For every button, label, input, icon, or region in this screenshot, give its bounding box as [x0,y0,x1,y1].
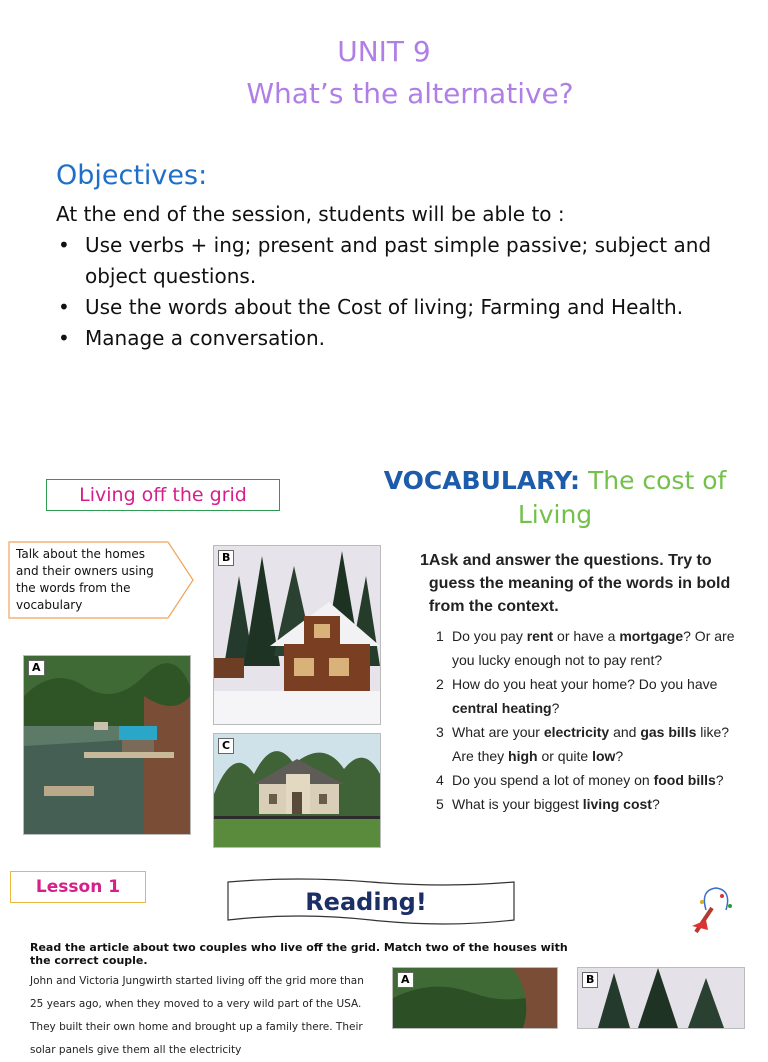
vocabulary-word: low [592,748,616,764]
vocabulary-word: food bills [653,772,716,788]
lesson-label: Lesson 1 [10,871,146,903]
question-number: 1 [436,628,444,644]
article-photo-label-a: A [397,972,414,988]
vocabulary-word: central heating [452,700,552,716]
bullet-icon: • [58,326,70,350]
mansion-image [214,734,380,847]
exercise-question [436,720,750,768]
photo-c-mansion [213,733,381,848]
vocabulary-word: rent [526,628,554,644]
exercise-instruction: 1 Ask and answer the questions. Try to guess the meaning of the words in bold from the context. [420,552,731,615]
question-text: Do you spend a lot of money on food bills? [452,772,724,788]
article-lake-image [393,968,557,1028]
question-text: What are your electricity and gas bills like? Are they high or quite low? [452,724,730,764]
unit-subtitle: What’s the alternative? [246,77,574,110]
objectives-intro: At the end of the session, students will be able to : [56,202,565,226]
question-text: How do you heat your home? Do you have central heating? [452,676,718,716]
photo-b-log-cabin [213,545,381,725]
reading-title: Reading! [305,888,427,916]
book-doodle-icon [686,880,746,940]
question-text: Do you pay rent or have a mortgage? Or are you lucky enough not to pay rent? [452,628,735,668]
exercise-questions [420,624,750,816]
photo-label-c: C [218,738,234,754]
exercise-question [436,624,750,672]
photo-label-a: A [28,660,45,676]
objective-item: • Use verbs + ing; present and past simple passive; subject and object questions. [56,230,736,292]
exercise-question [436,768,750,792]
objectives-list [56,230,736,354]
question-number: 5 [436,796,444,812]
living-off-grid-label: Living off the grid [46,479,280,511]
vocabulary-word: living cost [582,796,652,812]
question-number: 3 [436,724,444,740]
bullet-icon: • [58,233,70,257]
lake-house-image [24,656,190,834]
vocabulary-exercise [420,549,750,816]
exercise-question [436,672,750,720]
objectives-heading: Objectives: [56,160,208,191]
bullet-icon: • [58,295,70,319]
vocabulary-word: gas bills [640,724,697,740]
article-photo-label-b: B [582,972,598,988]
vocabulary-title-rest: The cost of Living [517,466,727,529]
vocabulary-title [360,464,750,532]
objective-item: • Manage a conversation. [56,323,736,354]
photo-a-lake-house [23,655,191,835]
article-photo-b [577,967,745,1029]
vocabulary-word: electricity [543,724,610,740]
exercise-question [436,792,750,816]
vocabulary-word: high [508,748,538,764]
question-text: What is your biggest living cost? [452,796,660,812]
log-cabin-image [214,546,380,724]
photo-label-b: B [218,550,234,566]
callout-text: Talk about the homes and their owners using the words from the vocabulary [16,547,154,612]
vocabulary-title-bold: VOCABULARY: [383,466,580,495]
unit-title: UNIT 9 [337,35,431,68]
article-forest-image [578,968,744,1028]
objective-item: • Use the words about the Cost of living; Farming and Health. [56,292,736,323]
article-instruction: Read the article about two couples who live off the grid. Match two of the houses with the correct couple. [30,941,568,967]
vocabulary-word: mortgage [619,628,684,644]
question-number: 2 [436,676,444,692]
article-photo-a [392,967,558,1029]
article-body: John and Victoria Jungwirth started living off the grid more than 25 years ago, when they moved to a very wild part of the USA. They built their own home and brought up a family there. Their solar panels give them all the electricity [30,975,364,1056]
question-number: 4 [436,772,444,788]
